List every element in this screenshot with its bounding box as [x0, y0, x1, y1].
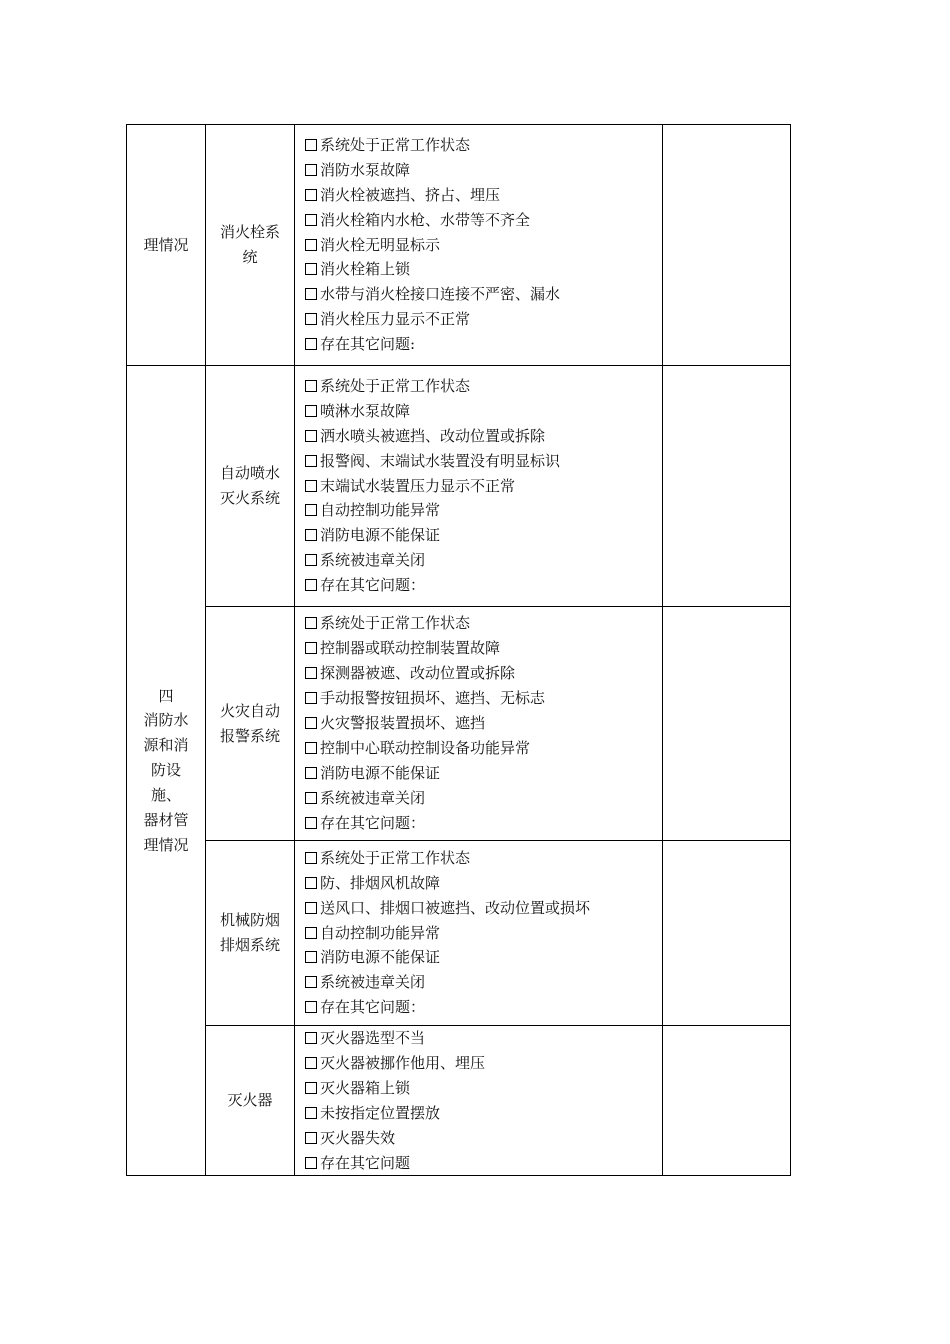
table-row [127, 366, 791, 607]
checkbox[interactable] [305, 1132, 317, 1144]
checklist-item [305, 786, 662, 811]
checklist-item [305, 846, 662, 871]
checkbox[interactable] [305, 767, 317, 779]
checkbox[interactable] [305, 617, 317, 629]
category-cell [127, 366, 206, 1176]
checklist-item [305, 208, 662, 233]
checklist-item-label: 送风口、排烟口被遮挡、改动位置或损坏 [320, 898, 591, 917]
checklist-item-label: 系统处于正常工作状态 [320, 614, 471, 633]
checklist-item-label: 系统处于正常工作状态 [320, 135, 471, 154]
subsystem-label: 机械防烟 [219, 911, 280, 930]
checkbox[interactable] [305, 1157, 317, 1169]
notes-cell[interactable] [663, 607, 791, 841]
checklist-cell [295, 125, 663, 366]
checklist-item [305, 474, 662, 499]
checklist-cell [295, 841, 663, 1026]
checklist-item-label: 未按指定位置摆放 [320, 1103, 441, 1122]
category-cell [127, 125, 206, 366]
checklist-item [305, 573, 662, 598]
checklist-item [305, 257, 662, 282]
checklist-item [305, 307, 662, 332]
subsystem-cell [206, 607, 295, 841]
checklist-item-label: 消火栓被遮挡、挤占、埋压 [320, 185, 501, 204]
checklist-item [305, 611, 662, 636]
checklist-item-label: 消防电源不能保证 [320, 763, 441, 782]
checklist-item-label: 存在其它问题： [320, 576, 426, 595]
checklist-item-label: 灭火器选型不当 [320, 1029, 426, 1047]
checklist-item-label: 探测器被遮、改动位置或拆除 [320, 664, 516, 683]
checklist-item [305, 896, 662, 921]
checklist-item [305, 1026, 662, 1051]
checkbox[interactable] [305, 817, 317, 829]
checklist-item [305, 399, 662, 424]
checkbox[interactable] [305, 313, 317, 325]
checklist-item-label: 消火栓压力显示不正常 [320, 310, 471, 329]
checklist-item-label: 自动控制功能异常 [320, 923, 441, 942]
checkbox[interactable] [305, 642, 317, 654]
checklist-item-label: 消防电源不能保证 [320, 526, 441, 545]
checkbox[interactable] [305, 1001, 317, 1013]
checklist-item [305, 711, 662, 736]
checklist-item [305, 133, 662, 158]
checkbox[interactable] [305, 902, 317, 914]
checkbox[interactable] [305, 927, 317, 939]
checklist-item [305, 548, 662, 573]
checkbox[interactable] [305, 951, 317, 963]
checkbox[interactable] [305, 288, 317, 300]
checklist-item-label: 水带与消火栓接口连接不严密、漏水 [320, 285, 561, 304]
subsystem-cell [206, 366, 295, 607]
subsystem-label: 排烟系统 [219, 936, 280, 954]
checklist-item [305, 661, 662, 686]
checklist-item [305, 736, 662, 761]
checklist-item [305, 233, 662, 258]
table-row [127, 607, 791, 841]
checklist-item [305, 1051, 662, 1076]
checklist-item [305, 636, 662, 661]
checklist-item [305, 374, 662, 399]
checklist-item-label: 系统被违章关闭 [320, 788, 426, 807]
checklist-item-label: 消火栓箱内水枪、水带等不齐全 [320, 210, 531, 229]
checkbox[interactable] [305, 852, 317, 864]
checkbox[interactable] [305, 189, 317, 201]
checklist-item [305, 811, 662, 836]
table-row [127, 841, 791, 1026]
category-label: 消防水 [143, 711, 189, 730]
checklist-item [305, 332, 662, 357]
checkbox[interactable] [305, 1032, 317, 1044]
checklist-item-label: 消火栓无明显标示 [320, 235, 441, 254]
subsystem-label: 消火栓系 [219, 223, 280, 242]
checklist-item-label: 系统处于正常工作状态 [320, 376, 471, 395]
subsystem-label: 灭火系统 [219, 489, 280, 507]
checklist-item-label: 末端试水装置压力显示不正常 [320, 476, 516, 495]
checklist-item-label: 洒水喷头被遮挡、改动位置或拆除 [320, 426, 546, 445]
checklist-item-label: 存在其它问题： [320, 813, 426, 832]
checkbox[interactable] [305, 139, 317, 151]
subsystem-label: 自动喷水 [219, 464, 280, 483]
checklist-item [305, 945, 662, 970]
checklist-item [305, 498, 662, 523]
checkbox[interactable] [305, 877, 317, 889]
checklist-cell [295, 1026, 663, 1176]
notes-cell[interactable] [663, 366, 791, 607]
checklist-item [305, 686, 662, 711]
checklist-item [305, 921, 662, 946]
checkbox[interactable] [305, 405, 317, 417]
checklist-item-label: 喷淋水泵故障 [320, 401, 411, 420]
checkbox[interactable] [305, 1057, 317, 1069]
checklist-item-label: 系统被违章关闭 [320, 973, 426, 992]
checklist-item-label: 消火栓箱上锁 [320, 260, 411, 279]
checklist-item [305, 158, 662, 183]
checklist-item-label: 自动控制功能异常 [320, 501, 441, 520]
checklist-cell [295, 607, 663, 841]
checklist-item [305, 871, 662, 896]
subsystem-label: 灭火器 [227, 1091, 273, 1110]
checklist-cell [295, 366, 663, 607]
checkbox[interactable] [305, 239, 317, 251]
category-label: 源和消 [143, 736, 189, 755]
checkbox[interactable] [305, 455, 317, 467]
checkbox[interactable] [305, 338, 317, 350]
checklist-item [305, 1126, 662, 1151]
category-label: 理情况 [143, 835, 189, 854]
checklist-item-label: 存在其它问题： [320, 998, 426, 1017]
checklist-item-label: 手动报警按钮损坏、遮挡、无标志 [320, 689, 546, 708]
checkbox[interactable] [305, 1107, 317, 1119]
checklist-item [305, 449, 662, 474]
checklist-item-label: 控制器或联动控制装置故障 [320, 639, 501, 658]
category-label: 四 [158, 686, 174, 705]
checklist-item-label: 灭火器失效 [320, 1128, 396, 1147]
checklist-item-label: 控制中心联动控制设备功能异常 [320, 738, 531, 757]
subsystem-cell [206, 1026, 295, 1176]
checkbox[interactable] [305, 976, 317, 988]
category-label: 理情况 [143, 235, 189, 254]
checklist-item-label: 灭火器被挪作他用、埋压 [320, 1053, 486, 1072]
checklist-item-label: 系统被违章关闭 [320, 551, 426, 570]
subsystem-label: 报警系统 [219, 726, 280, 745]
checklist-item [305, 282, 662, 307]
subsystem-cell [206, 841, 295, 1026]
checkbox[interactable] [305, 667, 317, 679]
checkbox[interactable] [305, 480, 317, 492]
checkbox[interactable] [305, 380, 317, 392]
checkbox[interactable] [305, 430, 317, 442]
checklist-item [305, 761, 662, 786]
checklist-item-label: 消防水泵故障 [320, 160, 411, 179]
notes-cell[interactable] [663, 1026, 791, 1176]
checklist-item [305, 1151, 662, 1176]
checkbox[interactable] [305, 263, 317, 275]
checklist-item [305, 523, 662, 548]
checklist-item-label: 存在其它问题 [320, 1153, 411, 1172]
checkbox[interactable] [305, 1082, 317, 1094]
subsystem-label: 火灾自动 [219, 701, 280, 720]
checkbox[interactable] [305, 554, 317, 566]
checklist-item-label: 系统处于正常工作状态 [320, 848, 471, 867]
checkbox[interactable] [305, 717, 317, 729]
checklist-item [305, 1076, 662, 1101]
category-label: 施、 [150, 786, 181, 805]
checklist-item-label: 报警阀、末端试水装置没有明显标识 [320, 451, 561, 470]
table-row [127, 1026, 791, 1176]
checklist-item [305, 970, 662, 995]
category-label: 器材管 [143, 811, 189, 830]
subsystem-cell [206, 125, 295, 366]
inspection-table [126, 124, 791, 1176]
checkbox[interactable] [305, 529, 317, 541]
checklist-item [305, 183, 662, 208]
checkbox[interactable] [305, 164, 317, 176]
checklist-item-label: 消防电源不能保证 [320, 948, 441, 967]
checkbox[interactable] [305, 504, 317, 516]
checkbox[interactable] [305, 792, 317, 804]
checklist-item-label: 灭火器箱上锁 [320, 1078, 411, 1097]
checkbox[interactable] [305, 214, 317, 226]
checklist-item [305, 1101, 662, 1126]
checklist-item-label: 存在其它问题: [320, 335, 416, 354]
checkbox[interactable] [305, 742, 317, 754]
checklist-item-label: 防、排烟风机故障 [320, 873, 441, 892]
checkbox[interactable] [305, 692, 317, 704]
notes-cell[interactable] [663, 841, 791, 1026]
table-row [127, 125, 791, 366]
subsystem-label: 统 [242, 248, 258, 266]
checklist-item-label: 火灾警报装置损坏、遮挡 [320, 714, 486, 733]
checklist-item [305, 424, 662, 449]
category-label: 防设 [150, 761, 181, 780]
checkbox[interactable] [305, 579, 317, 591]
notes-cell[interactable] [663, 125, 791, 366]
checklist-item [305, 995, 662, 1020]
